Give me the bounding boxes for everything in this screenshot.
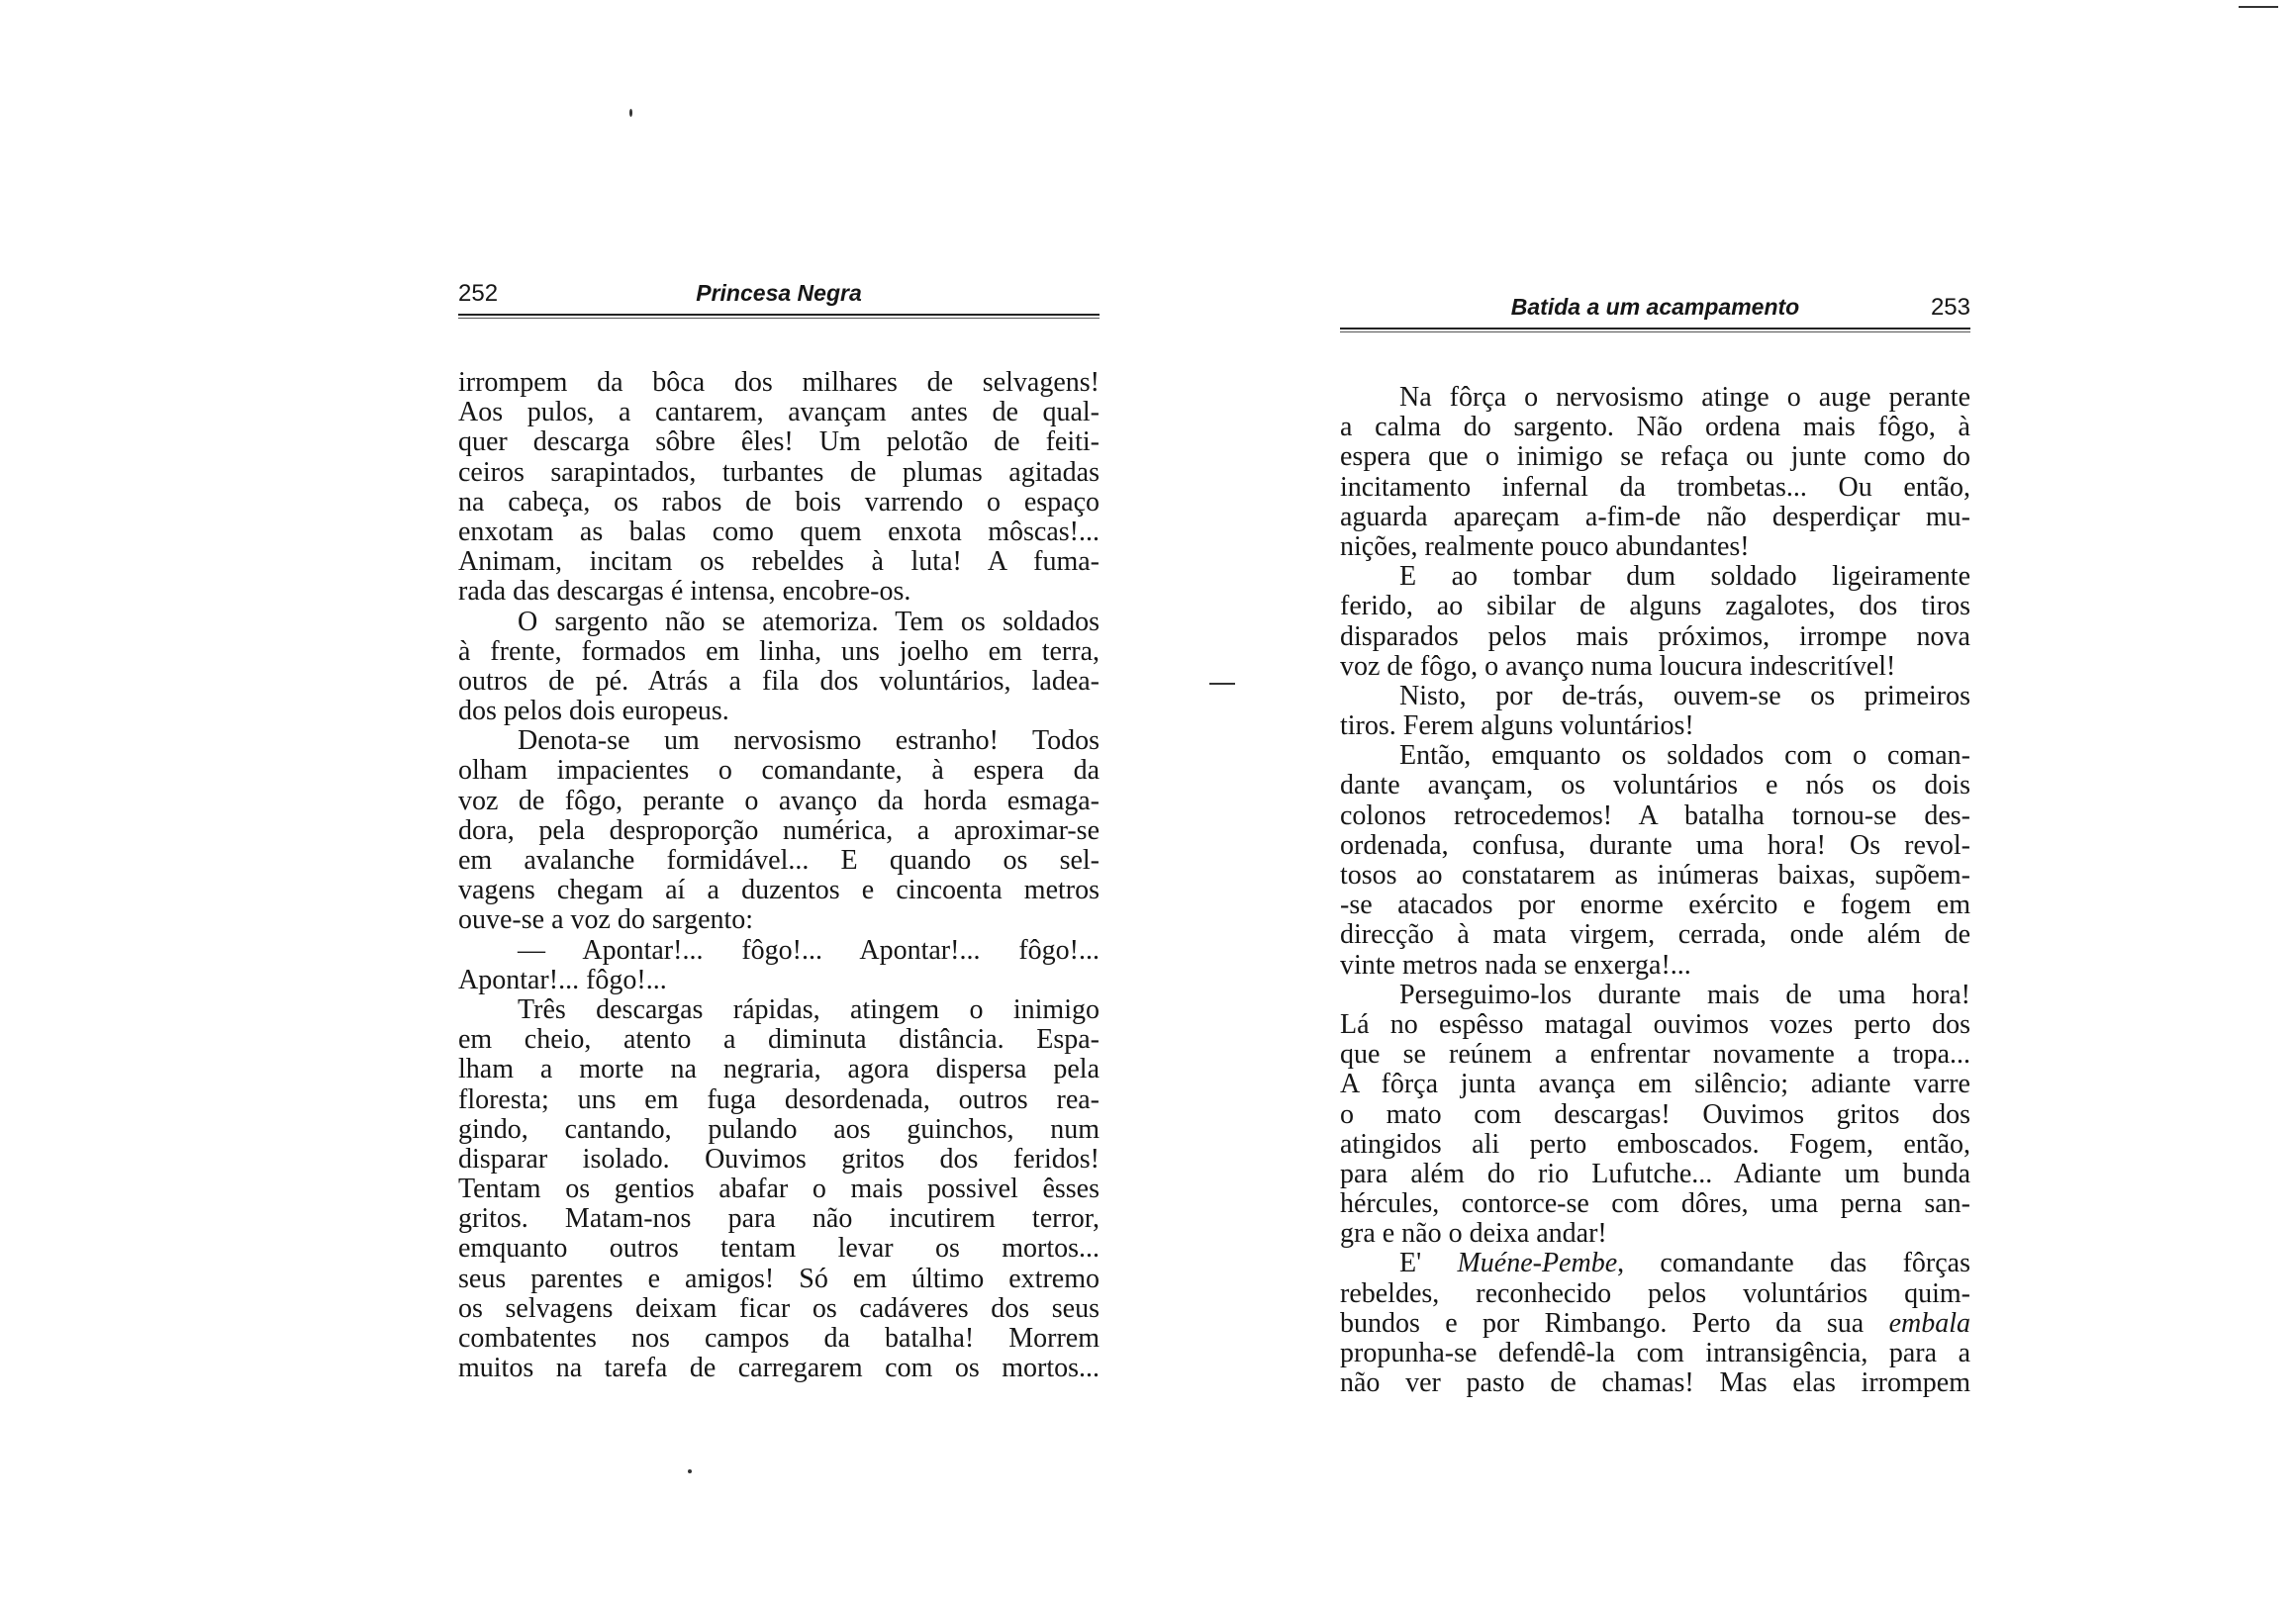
header-rule <box>1340 328 1970 332</box>
text-line: propunha-se defendê-la com intransigência, para a <box>1340 1338 1970 1368</box>
text-line: espera que o inimigo se refaça ou junte como do <box>1340 441 1970 473</box>
text-line: nições, realmente pouco abundantes! <box>1340 530 1750 562</box>
paragraph <box>1340 741 1970 981</box>
text-line: emquanto outros tentam levar os mortos... <box>458 1233 1100 1265</box>
scan-speck <box>629 109 632 117</box>
page-header <box>1340 294 1970 324</box>
text-line: direcção à mata virgem, cerrada, onde além de <box>1340 919 1970 951</box>
text-line: Tentam os gentios abafar o mais possivel êsses <box>458 1174 1100 1205</box>
left-page <box>458 280 1100 1383</box>
text-line <box>1340 1249 1970 1278</box>
text-line: Apontar!... fôgo!... <box>458 964 667 995</box>
text-line: rada das descargas é intensa, encobre-os. <box>458 576 911 608</box>
text-segment: E' <box>1399 1248 1458 1279</box>
text-line: Lá no espêsso matagal ouvimos vozes perto dos <box>1340 1008 1970 1040</box>
text-line: os selvagens deixam ficar os cadáveres dos seus <box>458 1292 1100 1324</box>
page-header <box>458 280 1100 310</box>
text-line: olham impacientes o comandante, à espera da <box>458 755 1100 787</box>
text-line: para além do rio Lufutche... Adiante um bunda <box>1340 1158 1970 1189</box>
text-line: à frente, formados em linha, uns joelho em terra, <box>458 635 1100 667</box>
scan-speck <box>1209 683 1235 685</box>
text-line: ouve-se a voz do sargento: <box>458 904 754 936</box>
text-line <box>1340 1309 1970 1339</box>
text-line: quer descarga sôbre êles! Um pelotão de feiti- <box>458 426 1100 458</box>
text-line: floresta; uns em fuga desordenada, outros rea- <box>458 1083 1100 1115</box>
text-line: Então, emquanto os soldados com o coman- <box>1399 740 1970 772</box>
text-line: outros de pé. Atrás a fila dos voluntários, ladea- <box>458 665 1100 697</box>
text-line: dos pelos dois europeus. <box>458 696 729 727</box>
text-line: muitos na tarefa de carregarem com os mortos... <box>458 1353 1100 1384</box>
text-line: ceiros sarapintados, turbantes de plumas agitadas <box>458 456 1100 488</box>
text-line: voz de fôgo, o avanço numa loucura indescritível! <box>1340 650 1896 682</box>
scan-speck <box>688 1469 692 1473</box>
text-line: ferido, ao sibilar de alguns zagalotes, dos tiros <box>1340 591 1970 622</box>
text-line: -se atacados por enorme exército e fogem em <box>1340 890 1970 921</box>
text-line: Denota-se um nervosismo estranho! Todos <box>518 725 1100 757</box>
text-line: gritos. Matam-nos para não incutirem terror, <box>458 1203 1100 1235</box>
text-line: hércules, contorce-se com dôres, uma perna san- <box>1340 1188 1970 1220</box>
text-line: combatentes nos campos da batalha! Morrem <box>458 1323 1100 1354</box>
text-line: ordenada, confusa, durante uma hora! Os revol- <box>1340 829 1970 861</box>
paragraph <box>458 368 1100 608</box>
text-line: Animam, incitam os rebeldes à luta! A fuma- <box>458 546 1100 578</box>
scan-speck <box>2239 6 2278 8</box>
paragraph <box>458 726 1100 935</box>
text-line: Na fôrça o nervosismo atinge o auge perante <box>1399 382 1970 413</box>
right-page <box>1340 294 1970 1398</box>
text-line: em avalanche formidável... E quando os sel- <box>458 845 1100 876</box>
text-line: dora, pela desproporção numérica, a aproximar-se <box>458 814 1100 846</box>
paragraph <box>1340 682 1970 741</box>
text-line: Aos pulos, a cantarem, avançam antes de qual- <box>458 397 1100 428</box>
text-line: não ver pasto de chamas! Mas elas irrompem <box>1340 1367 1970 1399</box>
text-line: tiros. Ferem alguns voluntários! <box>1340 710 1694 742</box>
text-line: Perseguimo-los durante mais de uma hora! <box>1399 979 1970 1010</box>
text-line: que se reúnem a enfrentar novamente a tropa... <box>1340 1039 1970 1071</box>
text-line: Três descargas rápidas, atingem o inimigo <box>518 993 1100 1025</box>
text-segment: , comandante das fôrças <box>1617 1248 1970 1279</box>
text-line: vinte metros nada se enxerga!... <box>1340 949 1691 981</box>
text-line: enxotam as balas como quem enxota môscas!... <box>458 516 1100 547</box>
header-rule <box>458 314 1100 319</box>
text-line: gindo, cantando, pulando aos guinchos, num <box>458 1113 1100 1145</box>
text-line: dante avançam, os voluntários e nós os dois <box>1340 770 1970 801</box>
text-line: o mato com descargas! Ouvimos gritos dos <box>1340 1098 1970 1130</box>
text-line: irrompem da bôca dos milhares de selvagens! <box>458 367 1100 398</box>
running-title: Batida a um acampamento <box>1510 294 1800 320</box>
text-line: — Apontar!... fôgo!... Apontar!... fôgo!... <box>518 934 1100 966</box>
page-body <box>458 368 1100 1383</box>
paragraph <box>458 608 1100 727</box>
text-line: a calma do sargento. Não ordena mais fôgo, à <box>1340 412 1970 443</box>
text-line: atingidos ali perto emboscados. Fogem, então, <box>1340 1128 1970 1160</box>
text-line: colonos retrocedemos! A batalha tornou-se des- <box>1340 800 1970 831</box>
italic-text: Muéne-Pembe <box>1457 1248 1618 1279</box>
text-line: voz de fôgo, perante o avanço da horda esmaga- <box>458 785 1100 816</box>
paragraph <box>1340 981 1970 1250</box>
text-line: A fôrça junta avança em silêncio; adiante varre <box>1340 1069 1970 1100</box>
text-line: disparados pelos mais próximos, irrompe nova <box>1340 620 1970 652</box>
paragraph <box>458 936 1100 995</box>
paragraph <box>1340 1249 1970 1398</box>
paragraph <box>458 995 1100 1383</box>
text-line: gra e não o deixa andar! <box>1340 1218 1607 1250</box>
paragraph <box>1340 383 1970 562</box>
text-line: tosos ao constatarem as inúmeras baixas, supõem- <box>1340 860 1970 891</box>
text-line: seus parentes e amigos! Só em último extremo <box>458 1263 1100 1294</box>
text-segment: bundos e por Rimbango. Perto da sua <box>1340 1307 1889 1339</box>
running-title: Princesa Negra <box>696 280 862 306</box>
page-body <box>1340 383 1970 1398</box>
text-line: em cheio, atento a diminuta distância. Espa- <box>458 1024 1100 1056</box>
text-line: lham a morte na negraria, agora dispersa pela <box>458 1054 1100 1085</box>
paragraph <box>1340 562 1970 682</box>
text-line: E ao tombar dum soldado ligeiramente <box>1399 561 1970 593</box>
text-line: vagens chegam aí a duzentos e cincoenta metros <box>458 875 1100 906</box>
italic-text: embala <box>1888 1307 1970 1339</box>
page-number: 253 <box>1930 294 1970 321</box>
text-line: aguarda apareçam a-fim-de não desperdiçar mu- <box>1340 501 1970 532</box>
text-line: incitamento infernal da trombetas... Ou então, <box>1340 471 1970 503</box>
text-line: rebeldes, reconhecido pelos voluntários quim- <box>1340 1277 1970 1309</box>
text-line: disparar isolado. Ouvimos gritos dos feridos! <box>458 1143 1100 1175</box>
page-number: 252 <box>458 280 499 307</box>
text-line: Nisto, por de-trás, ouvem-se os primeiros <box>1399 680 1970 711</box>
text-line: O sargento não se atemoriza. Tem os soldados <box>518 606 1100 637</box>
text-line: na cabeça, os rabos de bois varrendo o espaço <box>458 486 1100 517</box>
